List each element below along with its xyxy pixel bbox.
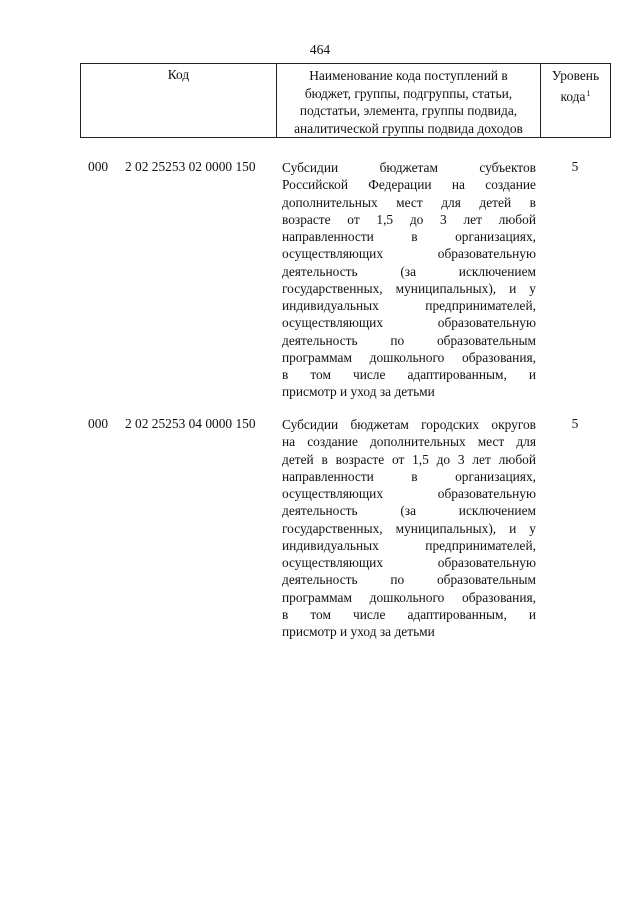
row-name-line: деятельность (за исключением — [282, 503, 536, 519]
row-name-line: индивидуальных предпринимателей, — [282, 537, 536, 553]
header-name-line: бюджет, группы, подгруппы, статьи, — [304, 85, 513, 101]
row-name-line: деятельность по образовательным — [282, 572, 536, 588]
footnote-marker: 1 — [586, 88, 591, 98]
row-name-line: направленности в организациях, — [282, 468, 536, 484]
row-name-line: детей в возрасте от 1,5 до 3 лет любой — [282, 451, 536, 467]
row-code-prefix: 000 — [88, 416, 109, 431]
row-code: 2 02 25253 04 0000 150 — [125, 416, 256, 431]
row-name-line: осуществляющих образовательную — [282, 555, 536, 570]
header-level-line — [541, 85, 610, 106]
row-name-line: осуществляющих образовательную — [282, 315, 536, 331]
row-name-line: Субсидии бюджетам субъектов — [282, 160, 536, 175]
row-name-line: деятельность (за исключением — [282, 263, 536, 279]
row-name-line: в том числе адаптированным, и — [282, 606, 536, 622]
row-name-line: программам дошкольного образования, — [282, 589, 536, 605]
row-name-line: осуществляющих образовательную — [282, 246, 536, 262]
row-level: 5 — [571, 159, 579, 174]
header-name-line: Наименование кода поступлений в — [309, 68, 508, 83]
header-name — [277, 64, 541, 137]
row-name-line: на создание дополнительных мест для — [282, 434, 536, 450]
row-name-line: направленности в организациях, — [282, 229, 536, 244]
row-name-line: в том числе адаптированным, и — [282, 367, 536, 382]
row-name-line: индивидуальных предпринимателей, — [282, 298, 536, 313]
row-level: 5 — [571, 416, 579, 431]
header-level — [541, 64, 610, 137]
row-name-line: деятельность по образовательным — [282, 332, 536, 348]
header-level-word: кода — [560, 88, 586, 104]
row-name-line: осуществляющих образовательную — [282, 486, 536, 501]
row-name-line: присмотр и уход за детьми — [282, 384, 435, 400]
table-header — [80, 63, 611, 138]
row-name-line: Российской Федерации на создание — [282, 177, 536, 193]
row-name — [282, 159, 536, 401]
row-code: 2 02 25253 02 0000 150 — [125, 159, 256, 174]
header-level-line: Уровень — [551, 68, 600, 83]
row-name-line: программам дошкольного образования, — [282, 349, 536, 365]
row-name — [282, 416, 536, 640]
row-name-line: Субсидии бюджетам городских округов — [282, 417, 536, 432]
row-name-line: государственных, муниципальных), и у — [282, 520, 536, 536]
row-name-line: возрасте от 1,5 до 3 лет любой — [282, 211, 536, 227]
header-name-line: аналитической группы подвида доходов — [294, 120, 523, 136]
row-name-line: дополнительных мест для детей в — [282, 194, 536, 210]
row-name-line: государственных, муниципальных), и у — [282, 280, 536, 296]
page-number: 464 — [309, 42, 331, 57]
row-name-line: присмотр и уход за детьми — [282, 624, 435, 639]
header-code: Код — [81, 64, 277, 137]
row-code-prefix: 000 — [88, 159, 109, 174]
header-name-line: подстатьи, элемента, группы подвида, — [299, 103, 518, 119]
